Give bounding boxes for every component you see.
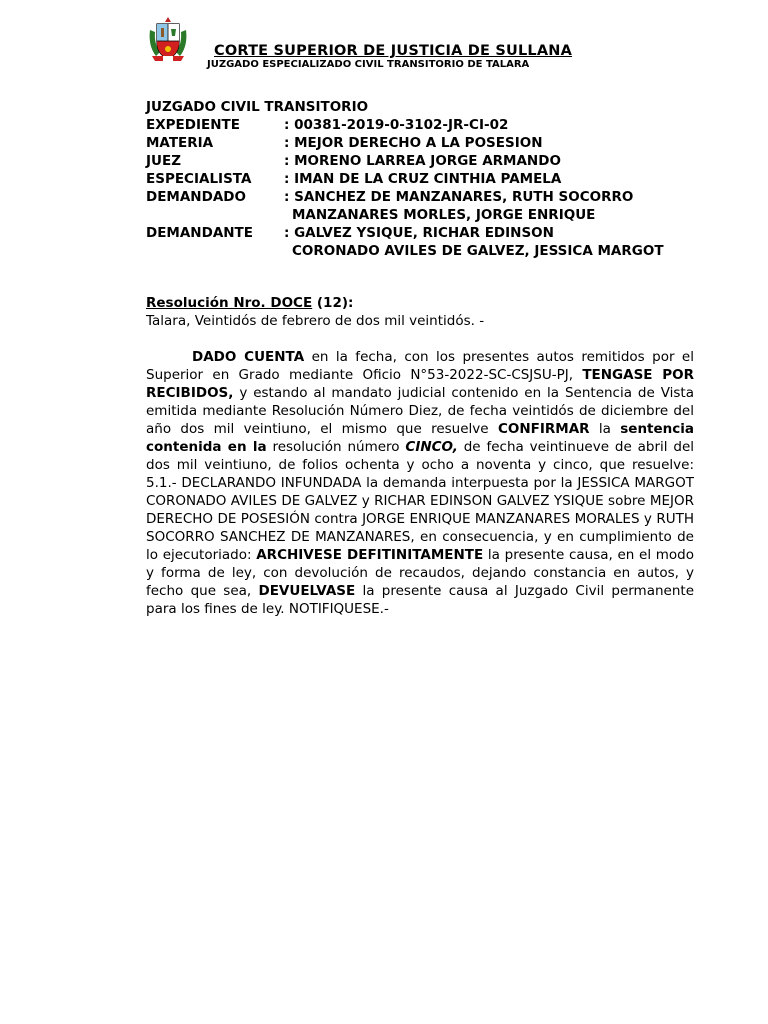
court-label: JUZGADO CIVIL TRANSITORIO xyxy=(146,99,369,115)
resolution-title-text: Resolución Nro. DOCE xyxy=(146,295,313,311)
expediente-row xyxy=(146,116,706,134)
body-text-5: de fecha veintinueve de abril del dos mil veintiuno, de folios ochenta y ocho a noventa y cinco, que resuelve: 5.1.- DECLARANDO INFUNDADA la demanda interpuesta por la JESSICA MARGOT CORONADO AVILES DE GALVEZ y RICHAR EDINSON GALVEZ YSIQUE sobre MEJOR DERECHO DE POSESIÓN contra JORGE ENRIQUE MANZANARES MORALES y RUTH SOCORRO SANCHEZ DE MANZANARES, en consecuencia, y en cumplimiento de lo ejecutoriado: xyxy=(146,439,695,563)
juez-label: JUEZ xyxy=(146,153,181,169)
materia-label: MATERIA xyxy=(146,135,214,151)
peru-coat-of-arms-icon xyxy=(146,16,190,62)
body-devuelvase: DEVUELVASE xyxy=(258,583,356,599)
juez-row xyxy=(146,152,706,170)
demandante-value: : GALVEZ YSIQUE, RICHAR EDINSON xyxy=(284,225,554,241)
court-name: CORTE SUPERIOR DE JUSTICIA DE SULLANA xyxy=(214,43,573,59)
body-sentencia: sentencia contenida en la xyxy=(146,421,695,455)
demandado-value-continued: MANZANARES MORLES, JORGE ENRIQUE xyxy=(292,207,596,223)
expediente-label: EXPEDIENTE xyxy=(146,117,240,133)
resolution-body xyxy=(146,348,694,618)
expediente-value: : 00381-2019-0-3102-JR-CI-02 xyxy=(284,117,509,133)
demandado-value: : SANCHEZ DE MANZANARES, RUTH SOCORRO xyxy=(284,189,634,205)
body-cinco: CINCO, xyxy=(405,439,458,455)
body-text-2: y estando al mandato judicial contenido en la Sentencia de Vista emitida mediante Resolución Número Diez, de fecha veintidós de diciembre del año dos mil veintiuno, el mismo que resuelve xyxy=(146,385,694,437)
body-text-1: en la fecha, con los presentes autos remitidos por el Superior en Grado mediante Oficio N°53-2022-SC-CSJSU-PJ, xyxy=(146,349,694,383)
resolution-date: Talara, Veintidós de febrero de dos mil veintidós. - xyxy=(146,313,485,329)
resolution-number: (12): xyxy=(312,295,354,311)
especialista-value: : IMAN DE LA CRUZ CINTHIA PAMELA xyxy=(284,171,562,187)
body-confirmar: CONFIRMAR xyxy=(497,421,590,437)
demandante-row xyxy=(146,224,706,242)
juez-value: : MORENO LARREA JORGE ARMANDO xyxy=(284,153,561,169)
body-archivese: ARCHIVESE DEFITINITAMENTE xyxy=(256,547,484,563)
body-text-7: la presente causa al Juzgado Civil permanente para los fines de ley. NOTIFIQUESE.- xyxy=(146,583,694,617)
especialista-row xyxy=(146,170,706,188)
body-text-3: la xyxy=(589,421,621,437)
body-text-4: resolución número xyxy=(266,439,406,455)
demandante-label: DEMANDANTE xyxy=(146,225,253,241)
resolution-title xyxy=(146,295,353,311)
demandado-label: DEMANDADO xyxy=(146,189,246,205)
body-text-6: la presente causa, en el modo y forma de ley, con devolución de recaudos, dejando constancia en autos, y fecho que sea, xyxy=(146,547,695,599)
demandante-value-continued: CORONADO AVILES DE GALVEZ, JESSICA MARGOT xyxy=(292,243,664,259)
body-dado-cuenta: DADO CUENTA xyxy=(192,349,305,365)
especialista-label: ESPECIALISTA xyxy=(146,171,252,187)
materia-row xyxy=(146,134,706,152)
demandado-row xyxy=(146,188,706,206)
materia-value: : MEJOR DERECHO A LA POSESION xyxy=(284,135,543,151)
court-division: JUZGADO ESPECIALIZADO CIVIL TRANSITORIO DE TALARA xyxy=(207,59,530,70)
case-header xyxy=(146,98,706,260)
body-tengase: TENGASE POR RECIBIDOS, xyxy=(146,367,694,401)
court-label-row xyxy=(146,98,706,116)
